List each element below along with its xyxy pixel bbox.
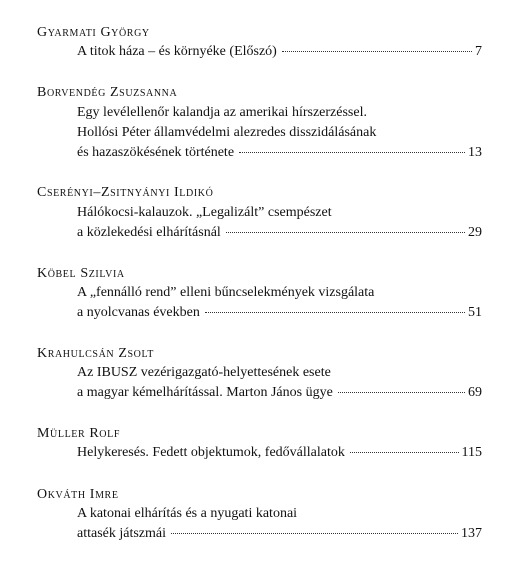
title-line[interactable]	[77, 43, 482, 61]
title-line[interactable]	[77, 444, 482, 462]
title-text: A titok háza – és környéke (Előszó)	[77, 44, 277, 59]
author-name: Köbel Szilvia	[37, 266, 125, 281]
dot-leader	[205, 312, 465, 313]
dot-leader	[239, 152, 465, 153]
title-line: Egy levélellenőr kalandja az amerikai hírszerzéssel.	[77, 105, 367, 120]
title-text: attasék játszmái	[77, 526, 167, 541]
title-line[interactable]	[77, 525, 482, 543]
page-number: 115	[461, 445, 482, 460]
title-text: Helykeresés. Fedett objektumok, fedővállalatok	[77, 445, 345, 460]
page-number: 29	[468, 225, 482, 240]
title-line: A katonai elhárítás és a nyugati katonai	[77, 506, 298, 521]
title-line[interactable]	[77, 144, 482, 162]
title-line[interactable]	[77, 224, 482, 242]
author-name: Okváth Imre	[37, 487, 119, 502]
page-number: 13	[468, 145, 482, 160]
title-text: a közlekedési elhárításnál	[77, 225, 221, 240]
title-line: Hálókocsi-kalauzok. „Legalizált” csempészet	[77, 205, 332, 220]
title-text: a nyolcvanas években	[77, 305, 200, 320]
author-name: Krahulcsán Zsolt	[37, 346, 154, 361]
page-number: 7	[475, 44, 482, 59]
title-line[interactable]	[77, 304, 482, 322]
title-line: A „fennálló rend” elleni bűncselekmények vizsgálata	[77, 285, 375, 300]
author-name: Borvendég Zsuzsanna	[37, 85, 178, 100]
author-name: Gyarmati György	[37, 25, 150, 40]
page-number: 69	[468, 385, 482, 400]
title-line: Hollósi Péter államvédelmi alezredes disszidálásának	[77, 125, 377, 140]
title-line: Az IBUSZ vezérigazgató-helyettesének esete	[77, 365, 331, 380]
author-name: Cserényi–Zsitnyányi Ildikó	[37, 185, 214, 200]
dot-leader	[171, 533, 458, 534]
title-text: a magyar kémelhárítással. Marton János ügye	[77, 385, 333, 400]
dot-leader	[226, 232, 465, 233]
author-name: Müller Rolf	[37, 426, 120, 441]
page-number: 137	[461, 526, 482, 541]
page-number: 51	[468, 305, 482, 320]
title-line[interactable]	[77, 384, 482, 402]
dot-leader	[350, 452, 459, 453]
dot-leader	[282, 51, 472, 52]
title-text: és hazaszökésének története	[77, 145, 235, 160]
dot-leader	[338, 392, 465, 393]
